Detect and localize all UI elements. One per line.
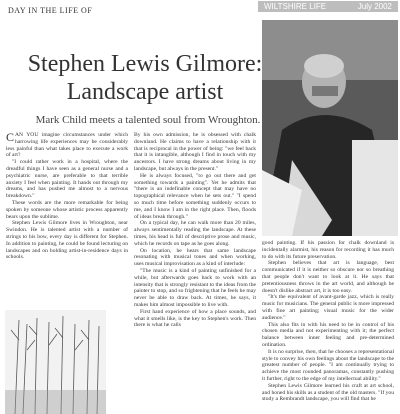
body-column-1 xyxy=(6,132,128,261)
body-column-3 xyxy=(262,240,394,403)
paragraph: This also fits in with his need to be in control of his chosen media and not experimenting with it; the perfect balance between inner feeling and pre-determined ordination. xyxy=(262,321,394,348)
paragraph: By his own admission, he is obsessed with chalk downland. He claims to have a relationship with it that is reciprocal in the power of being: "we feel back that it is intangible, although I find in touch with my ancestors. I have strong dreams about living in my landscape, but always in the present." xyxy=(134,132,256,172)
article-title: Stephen Lewis Gilmore: Landscape artist xyxy=(27,51,263,105)
paragraph: He is always focused, "to go out there and get something towards a painting". Yet he admits that "there is an indefinable concept that may have no topographical relevance when he sets out." "I spend so much time before something suddenly occurs to me, and I know I am in the right place. Then, floods of ideas break through." xyxy=(134,172,256,220)
paragraph: On a typical day, he can walk more than 20 miles, always sentimentally reading the landscape. At these times, his head is full of descriptive prose and music, which he records on tape as he goes along. xyxy=(134,220,256,247)
paragraph: Stephen Lewis Gilmore lives in Wroughton, near Swindon. He is talented artist with a number of strings to his bow, every day is different for Stephen. In addition to painting, he could be found lecturing on landscapes and on holding artist-in-residence days in schools. xyxy=(6,220,128,261)
paragraph: "I could rather work in a hospital, where the dreadful things I have seen as a general nurse and a psychiatric nurse, are preferable to that terrible anxiety I feel when painting. It hands out through my dreams, and has pushed me almost to a nervous breakdown." xyxy=(6,159,128,200)
header-bar xyxy=(0,0,400,14)
masthead-bar xyxy=(258,1,398,12)
landscape-painting xyxy=(5,310,106,414)
body-column-2 xyxy=(134,132,256,329)
paragraph: good painting. If his passion for chalk downland is incidentally alarmist, his reason for recording it has much to do with its future preservation. xyxy=(262,240,394,260)
paragraph: Stephen Lewis Gilmore learned his craft at art school, and honed his skills as a student of the old masters. "If you study a Rembrandt landscape, you will find that he xyxy=(262,382,394,403)
painting-illustration xyxy=(5,310,106,414)
drop-cap: C xyxy=(6,130,15,144)
paragraph: First hand experience of how a place sounds, and what it smells like, is the key to Stephen's work. Then there is what he calls xyxy=(134,308,256,329)
issue-date: July 2002 xyxy=(357,2,392,11)
paragraph: AN YOU imagine circumstances under which harrowing life experiences may be considerably less painful than what takes place to execute a work of art? xyxy=(6,132,128,159)
paragraph: On location, he hears that same landscape resonating with musical tones and when working, uses musical improvisation as a kind of interlude: xyxy=(134,247,256,268)
paragraph: "It's the equivalent of avant-garde jazz, which is really music for musicians. The general public is more impressed with fine art painting; visual music for the wider audience." xyxy=(262,294,394,321)
article-subtitle: Mark Child meets a talented soul from Wroughton. xyxy=(35,114,261,126)
paragraph: These words are the more remarkable for being spoken by someone whose artistic process apparently bears upon the sublime. xyxy=(6,199,128,220)
artist-photo-illustration xyxy=(262,20,398,236)
paragraph: Stephen believes that art is language, best communicated if it is neither so obscure nor so breathing that people don't want to look at it. He says that pretentiousness throws in the art world, and although he doesn't dislike abstract art, it is too easy. xyxy=(262,260,394,294)
magazine-name: WILTSHIRE LIFE xyxy=(264,2,327,11)
section-label: DAY IN THE LIFE OF xyxy=(8,6,93,15)
paragraph: "The music is a kind of painting unfinished for a while, but afterwards goes back to work with an intensity that is strongly resistant to the ideas from the painter to stop, and so frightening that he feels he may never be able to draw back. At times, he says, it makes him almost impossible to live with. xyxy=(134,267,256,308)
artist-photo xyxy=(262,20,398,236)
paragraph: It is no surprise, then, that he chooses a representational style to convey his own feelings about the landscape to the greatest number of people. "I am continually trying to achieve the most rounded panoramas, constantly pushing it further, right to the edge of my intellectual ability." xyxy=(262,348,394,382)
